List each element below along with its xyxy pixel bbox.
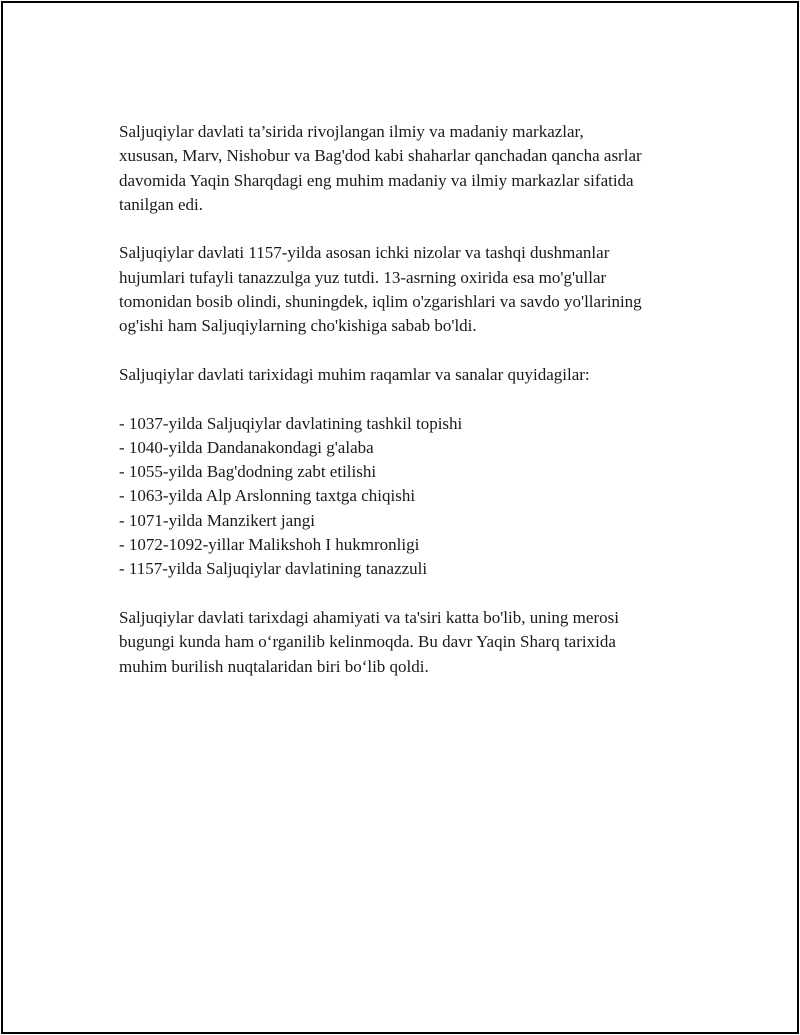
paragraph-dates-intro (119, 363, 699, 387)
list-item: - 1072-1092-yillar Malikshoh I hukmronligi (119, 535, 420, 555)
list-item: - 1055-yilda Bag'dodning zabt etilishi (119, 462, 377, 482)
text-line: xususan, Marv, Nishobur va Bag'dod kabi shaharlar qanchadan qancha asrlar (119, 146, 642, 166)
text-line: bugungi kunda ham o‘rganilib kelinmoqda. Bu davr Yaqin Sharq tarixida (119, 632, 616, 652)
paragraph-decline (119, 241, 699, 338)
paragraph-legacy (119, 606, 699, 679)
list-item: - 1157-yilda Saljuqiylar davlatining tanazzuli (119, 559, 428, 579)
text-line: hujumlari tufayli tanazzulga yuz tutdi. 13-asrning oxirida esa mo'g'ullar (119, 267, 607, 287)
text-line: Saljuqiylar davlati ta’sirida rivojlangan ilmiy va madaniy markazlar, (119, 122, 584, 141)
text-line: og'ishi ham Saljuqiylarning cho'kishiga sabab bo'ldi. (119, 316, 477, 336)
text-line: tanilgan edi. (119, 194, 204, 214)
list-item: - 1040-yilda Dandanakondagi g'alaba (119, 437, 374, 457)
document-page (1, 1, 799, 1034)
text-line: davomida Yaqin Sharqdagi eng muhim madaniy va ilmiy markazlar sifatida (119, 170, 634, 190)
text-line: muhim burilish nuqtalaridan biri bo‘lib qoldi. (119, 656, 429, 676)
dates-list (119, 412, 699, 582)
text-line: Saljuqiylar davlati 1157-yilda asosan ichki nizolar va tashqi dushmanlar (119, 243, 610, 263)
list-item: - 1071-yilda Manzikert jangi (119, 510, 315, 530)
document-body (119, 120, 699, 703)
text-line: tomonidan bosib olindi, shuningdek, iqlim o'zgarishlari va savdo yo'llarining (119, 292, 642, 312)
text-line: Saljuqiylar davlati tarixidagi muhim raqamlar va sanalar quyidagilar: (119, 364, 590, 384)
list-item: - 1037-yilda Saljuqiylar davlatining tashkil topishi (119, 413, 463, 433)
text-line: Saljuqiylar davlati tarixdagi ahamiyati va ta'siri katta bo'lib, uning merosi (119, 607, 619, 627)
list-item: - 1063-yilda Alp Arslonning taxtga chiqishi (119, 486, 416, 506)
paragraph-cultural-centers (119, 120, 699, 217)
